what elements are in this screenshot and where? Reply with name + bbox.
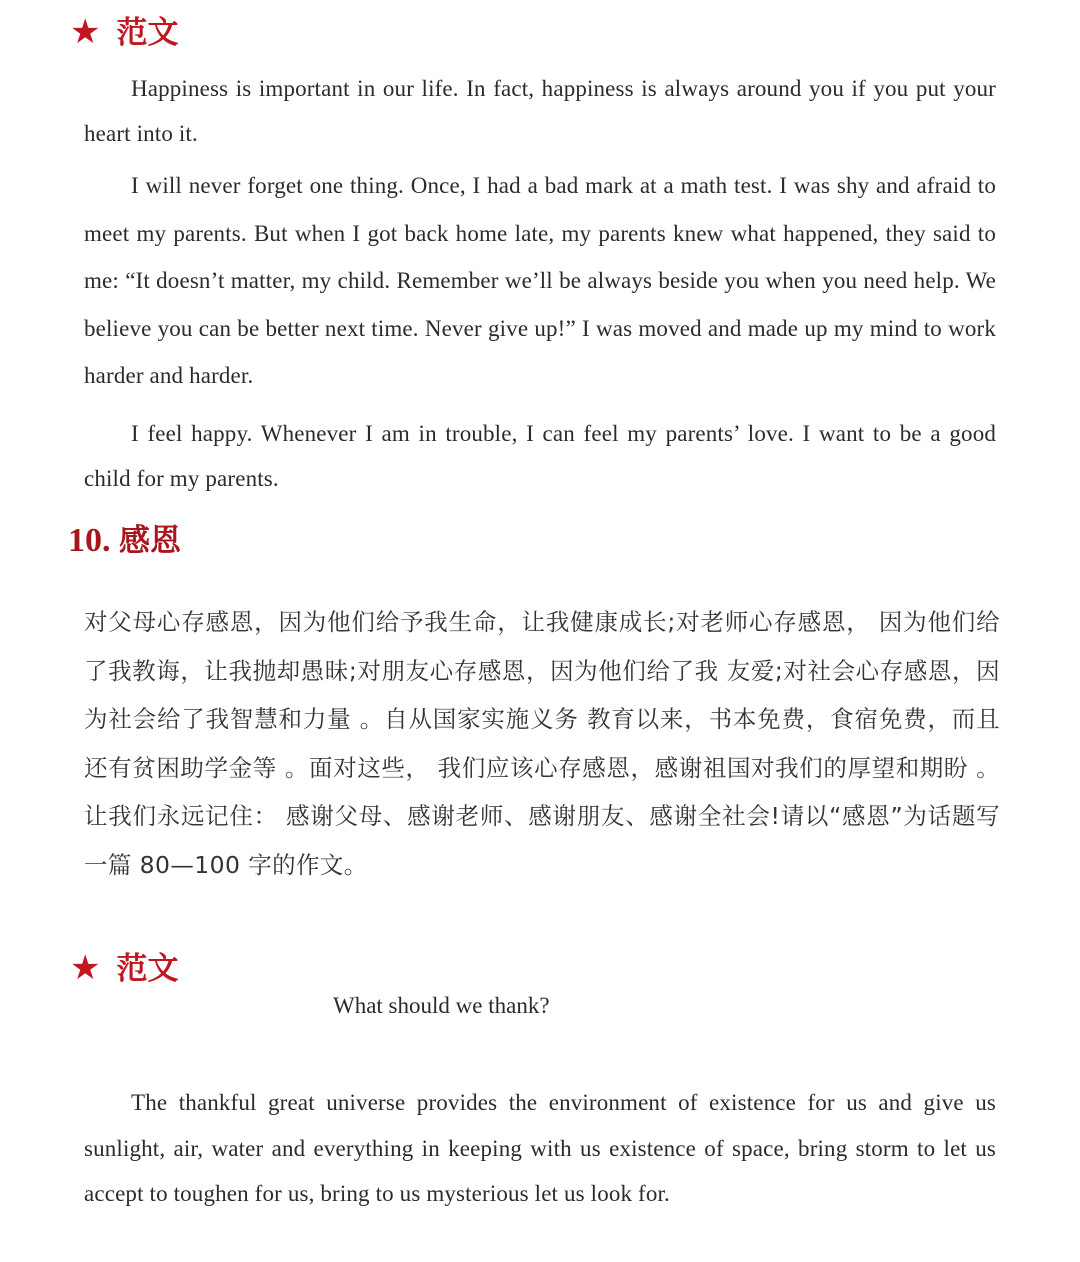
star-icon: ★ <box>70 12 101 52</box>
essay-paragraph: I will never forget one thing. Once, I had a bad mark at a math test. I was shy and afraid to meet my parents. But when I got back home late, my parents knew what happened, they said to me: “It doesn’t matter, my child. Remember we’ll be always beside you when you need help. We believe you can be better next time. Never give up!” I was moved and made up my mind to work harder and harder. <box>84 173 996 389</box>
sample-essay-label: 范文 <box>116 15 179 51</box>
essay-paragraph: I feel happy. Whenever I am in trouble, I can feel my parents’ love. I want to be a good child for my parents. <box>84 421 996 491</box>
essay-paragraph: Happiness is important in our life. In fact, happiness is always around you if you put your heart into it. <box>84 76 996 146</box>
sample-essay-heading <box>70 12 178 53</box>
essay-title: What should we thank? <box>333 993 550 1018</box>
sample-essay-label: 范文 <box>116 951 179 987</box>
topic-prompt: 对父母心存感恩，因为他们给予我生命，让我健康成长;对老师心存感恩， 因为他们给了我教诲，让我抛却愚昧;对朋友心存感恩，因为他们给了我 友爱;对社会心存感恩，因为社会给了我智慧和力量 。自从国家实施义务 教育以来，书本免费，食宿免费，而且还有贫困助学金等 。面对这些， 我们应该心存感恩，感谢祖国对我们的厚望和期盼 。让我们永远记住： 感谢父母、感谢老师、感谢朋友、感谢全社会!请以“感恩”为话题写一篇 80—100 字的作文。 <box>84 608 1000 879</box>
sample-essay-heading <box>70 948 178 989</box>
topic-title <box>68 519 181 563</box>
topic-name: 感恩 <box>119 523 181 559</box>
essay-paragraph: The thankful great universe provides the environment of existence for us and give us sunlight, air, water and everything in keeping with us existence of space, bring storm to let us accept to toughen for us, bring to us mysterious let us look for. <box>84 1090 996 1207</box>
topic-number: 10. <box>68 522 111 559</box>
star-icon: ★ <box>70 948 101 988</box>
